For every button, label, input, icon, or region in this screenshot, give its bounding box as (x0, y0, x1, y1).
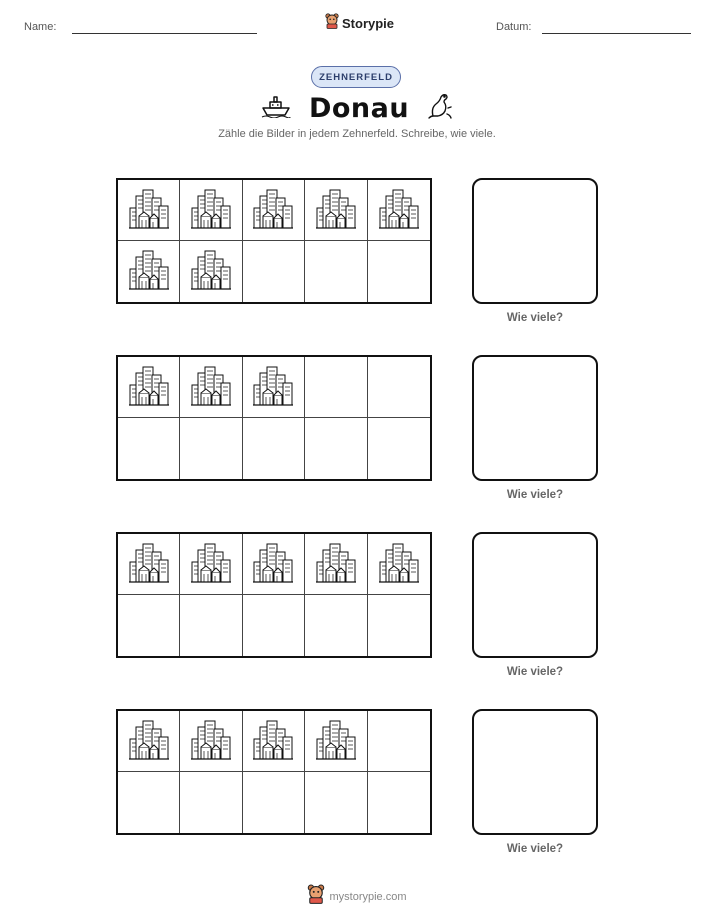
name-line[interactable] (72, 33, 257, 34)
ten-frame-cell (180, 534, 242, 595)
city-skyline-icon (128, 247, 170, 296)
ten-frame-cell (305, 534, 367, 595)
ten-frame-3 (116, 532, 432, 658)
date-label: Datum: (496, 21, 532, 33)
ten-frame-cell (368, 418, 430, 479)
answer-prompt-1: Wie viele? (506, 312, 564, 324)
ten-frame-cell (180, 357, 242, 418)
city-skyline-icon (190, 247, 232, 296)
page-title: Donau (308, 93, 410, 124)
ten-frame-cell (305, 772, 367, 833)
city-skyline-icon (252, 186, 294, 235)
city-skyline-icon (315, 186, 357, 235)
city-skyline-icon (315, 540, 357, 589)
city-skyline-icon (128, 717, 170, 766)
ten-frame-cell (305, 711, 367, 772)
city-skyline-icon (190, 363, 232, 412)
ten-frame-cell (305, 357, 367, 418)
footer (0, 884, 714, 909)
ten-frame-cell (243, 534, 305, 595)
answer-box-3[interactable] (472, 532, 598, 658)
ten-frame-cell (368, 534, 430, 595)
city-skyline-icon (315, 717, 357, 766)
answer-prompt-4: Wie viele? (506, 843, 564, 855)
date-line[interactable] (542, 33, 691, 34)
city-skyline-icon (252, 717, 294, 766)
ten-frame-cell (180, 595, 242, 656)
ten-frame-cell (368, 241, 430, 302)
ten-frame-cell (118, 595, 180, 656)
ten-frame-cell (180, 241, 242, 302)
answer-prompt-3: Wie viele? (506, 666, 564, 678)
answer-box-4[interactable] (472, 709, 598, 835)
storypie-bear-icon (307, 884, 325, 909)
city-skyline-icon (128, 540, 170, 589)
ten-frame-cell (180, 772, 242, 833)
brand-name: Storypie (342, 16, 395, 31)
ten-frame-cell (305, 595, 367, 656)
footer-url: mystorypie.com (329, 890, 407, 903)
ten-frame-cell (305, 241, 367, 302)
city-skyline-icon (190, 717, 232, 766)
ten-frame-cell (368, 772, 430, 833)
city-skyline-icon (378, 186, 420, 235)
ten-frame-cell (118, 180, 180, 241)
city-skyline-icon (378, 540, 420, 589)
ten-frame-cell (243, 711, 305, 772)
city-skyline-icon (252, 540, 294, 589)
dragon-icon (427, 92, 453, 125)
ten-frame-cell (118, 711, 180, 772)
city-skyline-icon (190, 540, 232, 589)
ten-frame-cell (118, 772, 180, 833)
ten-frame-1 (116, 178, 432, 304)
answer-box-1[interactable] (472, 178, 598, 304)
name-label: Name: (24, 21, 57, 33)
city-skyline-icon (190, 186, 232, 235)
ten-frame-cell (118, 241, 180, 302)
ten-frame-cell (305, 180, 367, 241)
brand (325, 13, 394, 34)
ten-frame-cell (368, 711, 430, 772)
ten-frame-cell (118, 357, 180, 418)
ten-frame-cell (243, 772, 305, 833)
title-row (0, 92, 714, 125)
instructions: Zähle die Bilder in jedem Zehnerfeld. Schreibe, wie viele. (218, 128, 496, 140)
ten-frame-cell (243, 357, 305, 418)
ten-frame-cell (243, 418, 305, 479)
city-skyline-icon (252, 363, 294, 412)
ten-frame-cell (118, 418, 180, 479)
ten-frame-cell (243, 180, 305, 241)
ten-frame-cell (368, 357, 430, 418)
ten-frame-cell (243, 241, 305, 302)
ten-frame-cell (305, 418, 367, 479)
ten-frame-cell (368, 180, 430, 241)
ten-frame-4 (116, 709, 432, 835)
storypie-bear-icon (325, 13, 339, 34)
worksheet-type-badge: ZEHNERFELD (311, 66, 401, 88)
answer-box-2[interactable] (472, 355, 598, 481)
ten-frame-cell (243, 595, 305, 656)
ten-frame-cell (180, 418, 242, 479)
ten-frame-cell (180, 711, 242, 772)
ten-frame-cell (368, 595, 430, 656)
ten-frame-cell (118, 534, 180, 595)
city-skyline-icon (128, 363, 170, 412)
ten-frame-cell (180, 180, 242, 241)
answer-prompt-2: Wie viele? (506, 489, 564, 501)
ten-frame-2 (116, 355, 432, 481)
boat-icon (261, 94, 291, 123)
city-skyline-icon (128, 186, 170, 235)
